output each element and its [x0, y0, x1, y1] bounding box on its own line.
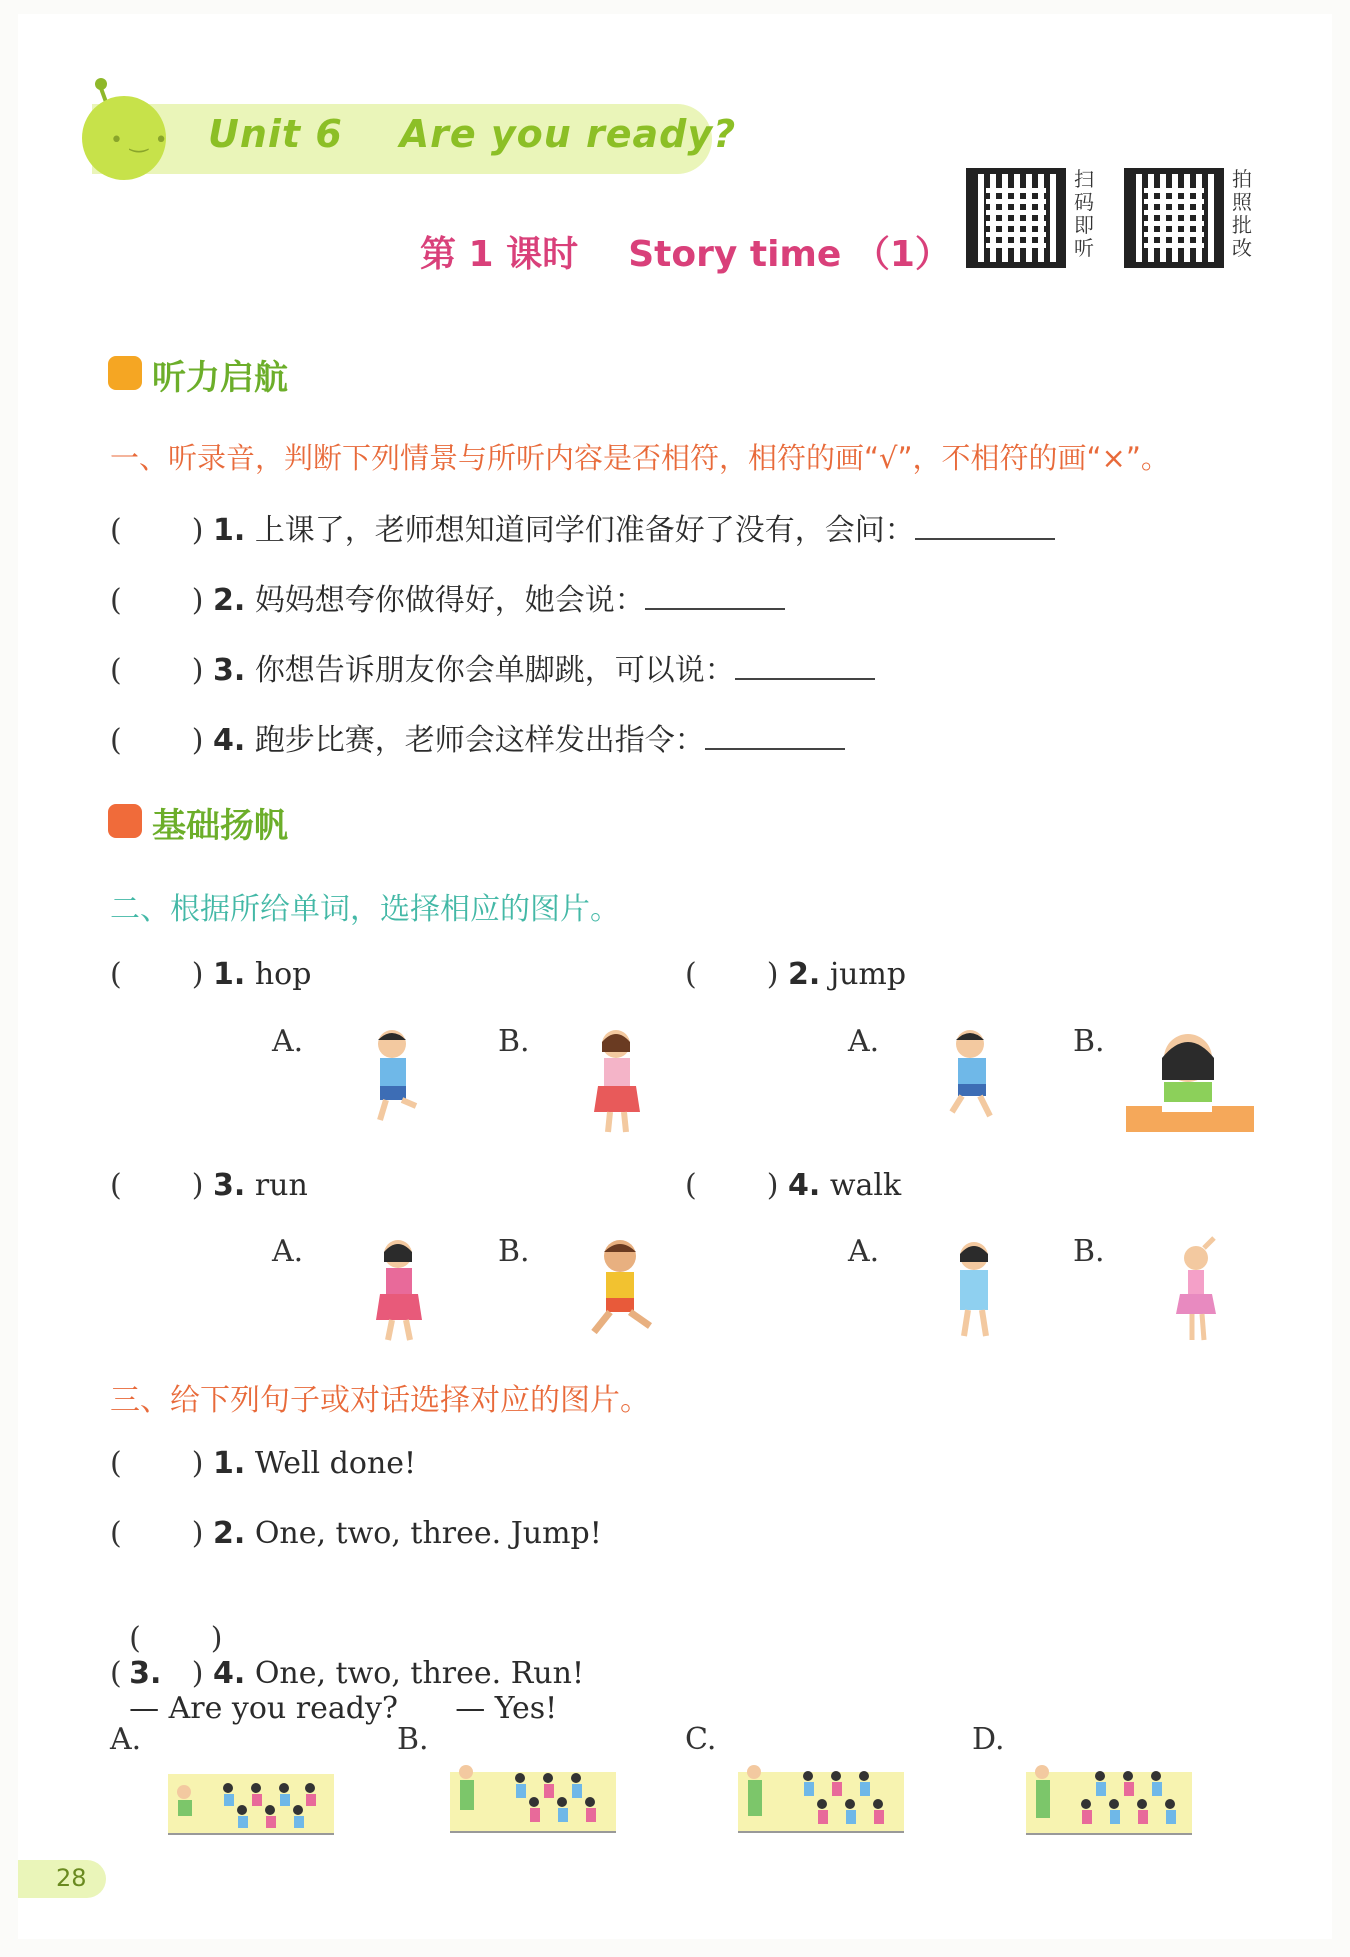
option-label: C.: [685, 1722, 717, 1757]
qr-code-grade-icon[interactable]: [1124, 168, 1224, 268]
item-text: 妈妈想夸你做得好，她会说：: [254, 583, 645, 618]
question-item: ( ) 4. walk: [685, 1168, 902, 1203]
item-number: 2.: [212, 583, 246, 618]
mascot-face-icon: • ‿ •: [110, 128, 168, 153]
option-label: A.: [110, 1722, 142, 1757]
option-label: B.: [1073, 1234, 1105, 1269]
girl-drawing-picture: [1122, 1030, 1258, 1134]
sentence: One, two, three. Run!: [254, 1656, 585, 1691]
qr-listen-label: 扫码即听: [1074, 167, 1094, 260]
answer-blank[interactable]: [735, 654, 875, 680]
antenna-tip-decoration: [95, 78, 107, 90]
option-label: B.: [397, 1722, 429, 1757]
page-number: 28: [56, 1864, 87, 1892]
list-item: ( ) 3. 你想告诉朋友你会单脚跳，可以说：: [110, 645, 875, 689]
word: jump: [829, 957, 907, 992]
sentence: — Are you ready? — Yes!: [129, 1691, 558, 1726]
question-item: ( ) 2. jump: [685, 957, 907, 992]
option-label: D.: [972, 1722, 1005, 1757]
option-label: B.: [498, 1234, 530, 1269]
kids-crouching-picture: [168, 1766, 334, 1840]
question-item: ( ) 3. run: [110, 1168, 308, 1203]
sentence: Well done!: [254, 1446, 417, 1481]
list-item: ( ) 1. 上课了，老师想知道同学们准备好了没有，会问：: [110, 505, 1055, 549]
qr-grade-label: 拍照批改: [1232, 167, 1252, 260]
qr-code-listen-icon[interactable]: [966, 168, 1066, 268]
kids-standing-picture: [738, 1758, 904, 1840]
list-item: ( ) 2. One, two, three. Jump!: [110, 1516, 602, 1551]
section3-instruction: 三、给下列句子或对话选择对应的图片。: [110, 1383, 650, 1418]
section-basics-title: 基础扬帆: [152, 806, 288, 846]
girl-walking-blue-picture: [944, 1238, 1004, 1342]
item-number: 1.: [212, 513, 246, 548]
unit-title: Unit 6 Are you ready?: [208, 112, 737, 156]
section-listening-title: 听力启航: [152, 358, 288, 398]
sentence: One, two, three. Jump!: [254, 1516, 602, 1551]
answer-blank[interactable]: [645, 584, 785, 610]
word: run: [254, 1168, 308, 1203]
kids-jumping-picture: [450, 1758, 616, 1840]
option-label: B.: [498, 1024, 530, 1059]
answer-blank[interactable]: [705, 724, 845, 750]
boy-jumping-picture: [930, 1026, 1010, 1126]
option-label: A.: [272, 1024, 304, 1059]
section2-instruction: 二、根据所给单词，选择相应的图片。: [110, 892, 620, 927]
option-label: A.: [272, 1234, 304, 1269]
boy-hopping-picture: [350, 1026, 430, 1126]
girl-walking-picture: [366, 1236, 436, 1344]
question-item: ( ) 1. hop: [110, 957, 312, 992]
word: walk: [829, 1168, 902, 1203]
list-item: ( ) 1. Well done!: [110, 1446, 417, 1481]
item-text: 跑步比赛，老师会这样发出指令：: [254, 723, 705, 758]
anchor-icon: [108, 356, 142, 390]
sail-icon: [108, 804, 142, 838]
item-text: 上课了，老师想知道同学们准备好了没有，会问：: [254, 513, 915, 548]
answer-blank[interactable]: [915, 514, 1055, 540]
list-item: ( ) 3. — Are you ready? — Yes!: [129, 1621, 558, 1726]
item-number: 3.: [212, 653, 246, 688]
girl-eating-picture: [580, 1026, 660, 1136]
boy-running-picture: [580, 1236, 660, 1342]
word: hop: [254, 957, 312, 992]
option-label: A.: [848, 1234, 880, 1269]
option-label: A.: [848, 1024, 880, 1059]
section1-instruction: 一、听录音，判断下列情景与所听内容是否相符，相符的画“√”，不相符的画“×”。: [110, 441, 1170, 475]
item-text: 你想告诉朋友你会单脚跳，可以说：: [254, 653, 735, 688]
list-item: ( ) 4. 跑步比赛，老师会这样发出指令：: [110, 715, 845, 759]
lesson-title: 第 1 课时 Story time （1）: [420, 234, 951, 275]
option-label: B.: [1073, 1024, 1105, 1059]
list-item: ( ) 2. 妈妈想夸你做得好，她会说：: [110, 575, 785, 619]
list-item: ( ) 4. One, two, three. Run!: [110, 1656, 585, 1691]
kids-ready-picture: [1026, 1758, 1192, 1842]
item-number: 4.: [212, 723, 246, 758]
girl-dancing-picture: [1166, 1236, 1226, 1344]
